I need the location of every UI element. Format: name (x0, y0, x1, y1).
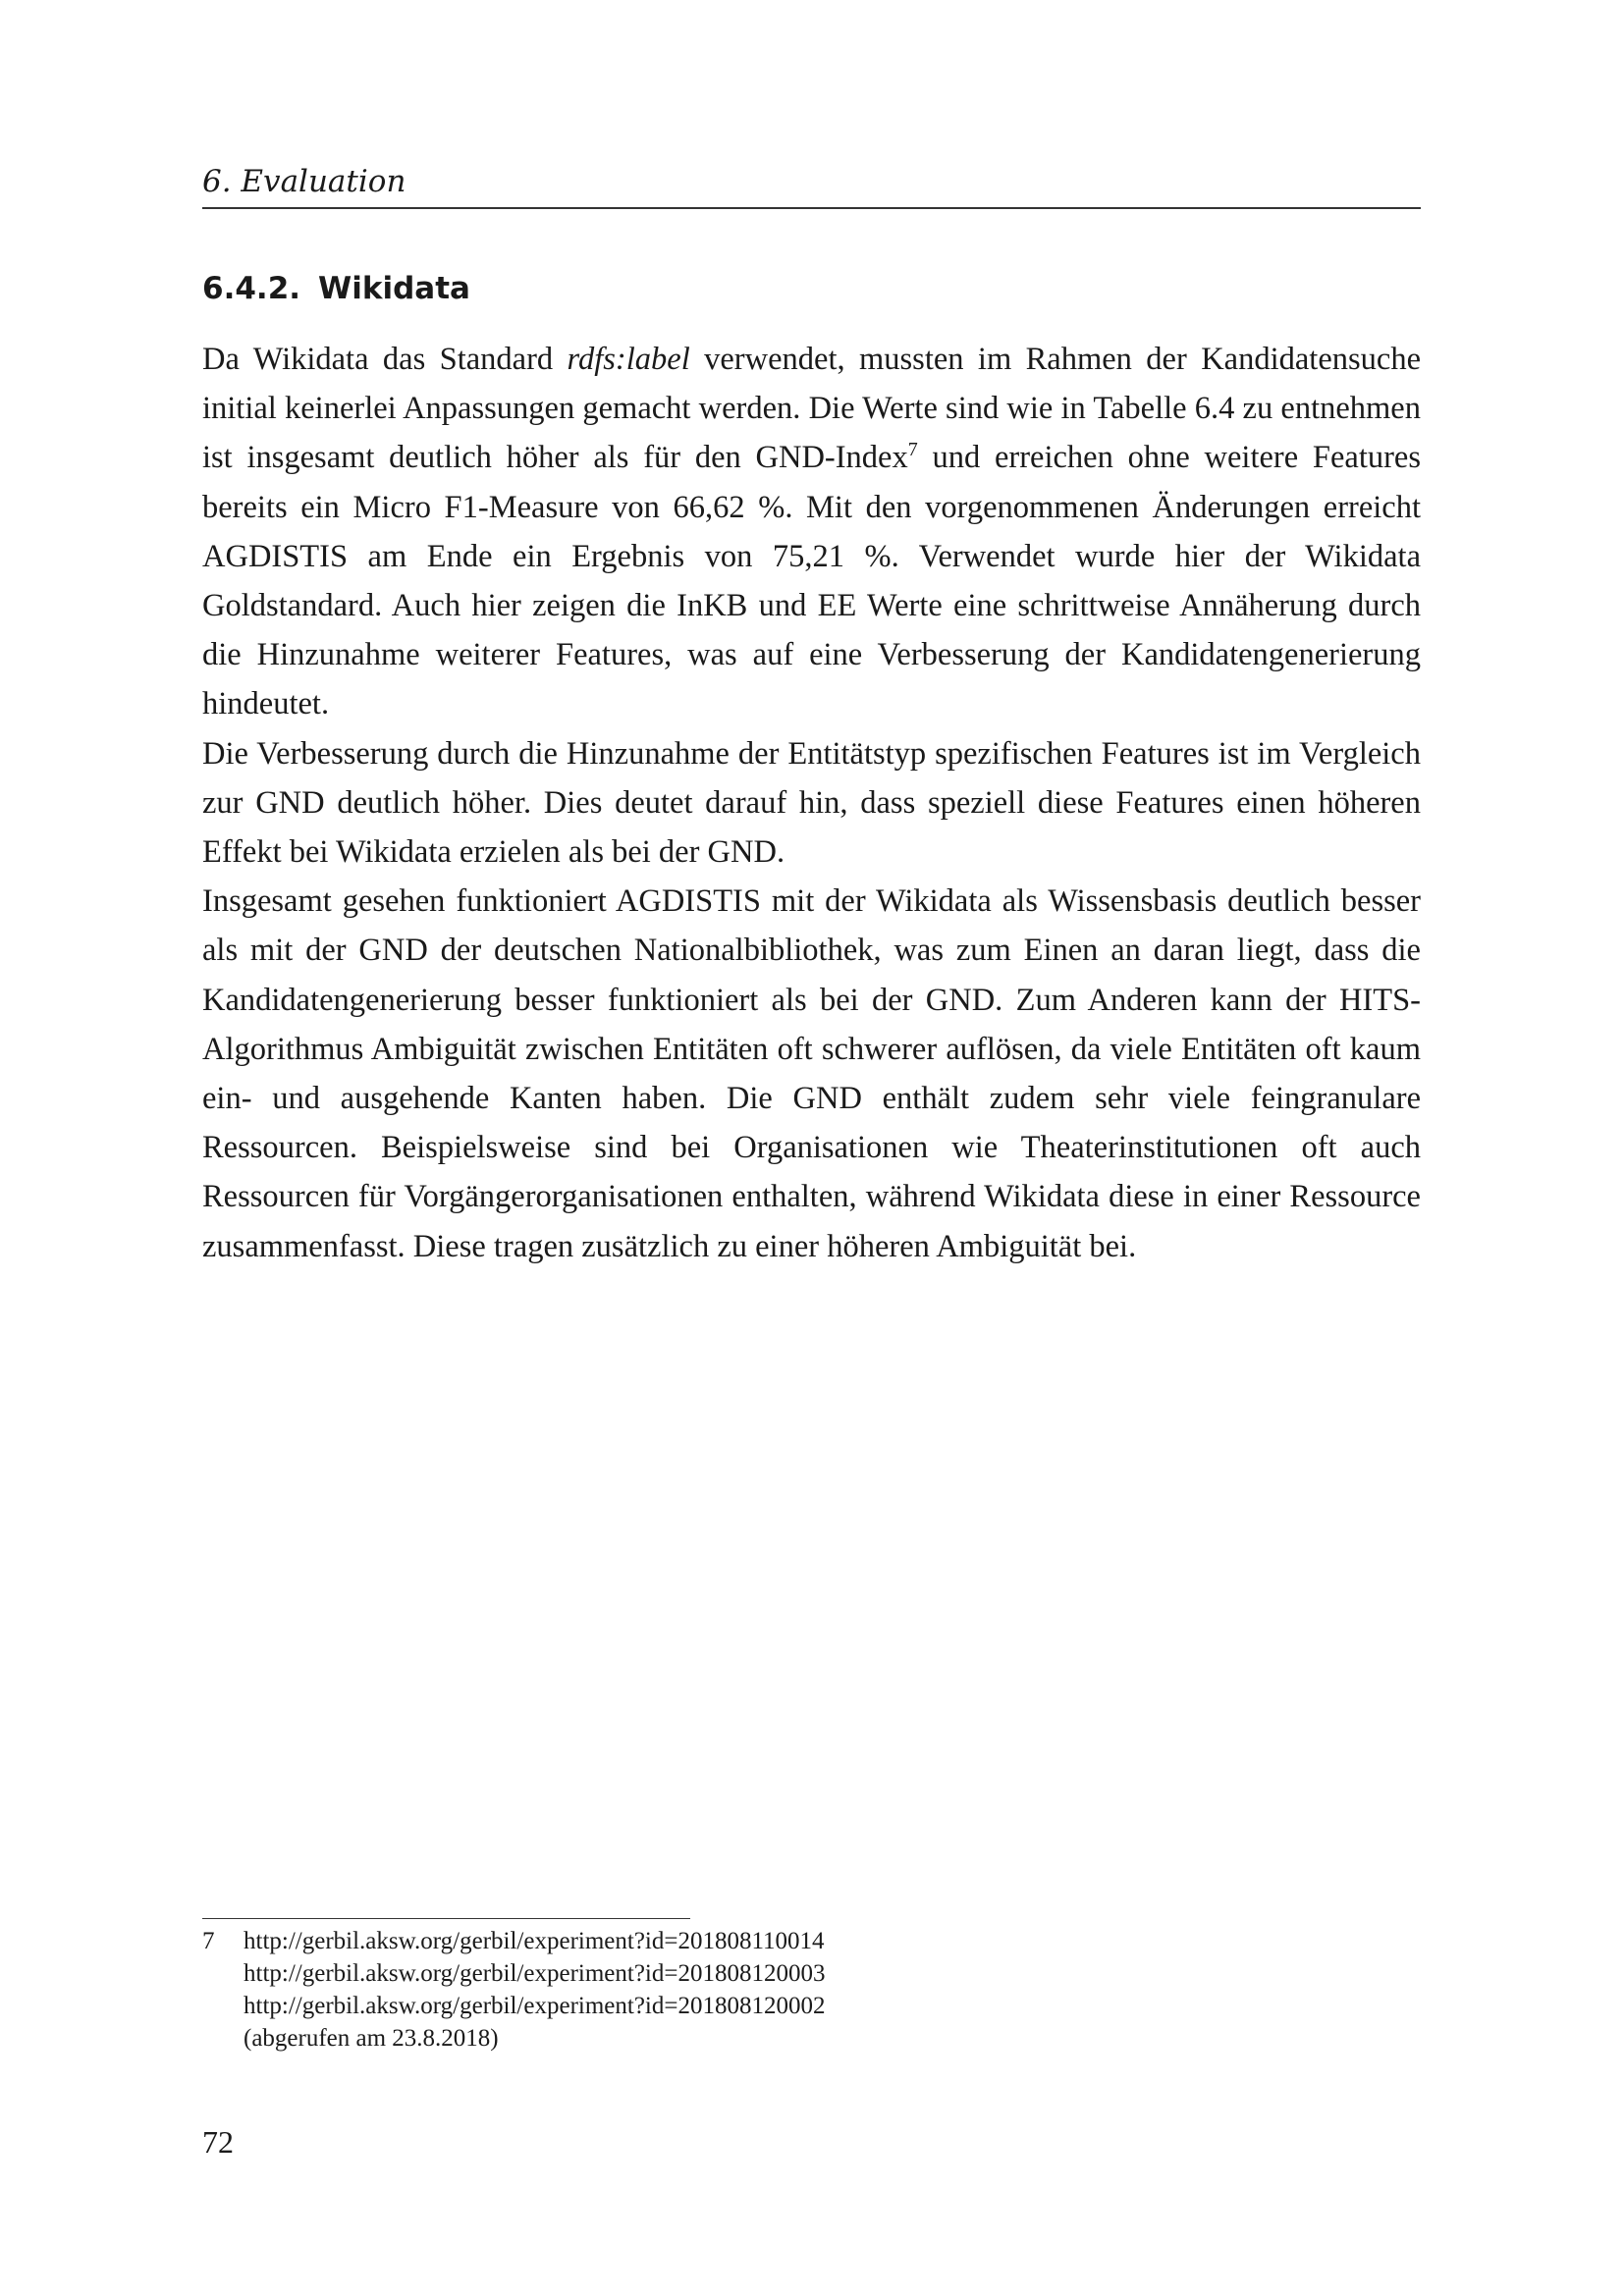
footnote-link[interactable]: http://gerbil.aksw.org/gerbil/experiment?id=201808120003 (244, 1960, 826, 1987)
section-number: 6.4.2. (202, 271, 301, 306)
body-text (202, 335, 1421, 1271)
page-number: 72 (202, 2124, 234, 2160)
paragraph-1-part-3: und erreichen ohne weitere Features bereits ein Micro F1-Measure von 66,62 %. Mit den vorgenommenen Änderungen erreicht AGDISTIS am Ende ein Ergebnis von 75,21 %. Verwendet wurde hier der Wikidata Goldstandard. Auch hier zeigen die InKB und EE Werte eine schrittweise Annäherung durch die Hinzunahme weiterer Features, was auf eine Verbesserung der Kandidatengenerierung hindeutet. (202, 440, 1421, 722)
paragraph-1-part-1: Da Wikidata das Standard (202, 342, 568, 377)
section-title: Wikidata (318, 271, 470, 306)
paragraph-1-part-2: verwendet, mussten im Rahmen der Kandidatensuche initial keinerlei Anpassungen gemacht werden. Die Werte sind wie in Tabelle 6.4 zu entnehmen ist insgesamt deutlich höher als für den GND-Index (202, 342, 1421, 476)
rdfs-label-term: rdfs:label (567, 342, 690, 377)
paragraph-3: Insgesamt gesehen funktioniert AGDISTIS mit der Wikidata als Wissensbasis deutlich besser als mit der GND der deutschen Nationalbibliothek, was zum Einen an daran liegt, dass die Kandidatengenerierung besser funktioniert als bei der GND. Zum Anderen kann der HITS-Algorithmus Ambiguität zwischen Entitäten oft schwerer auflösen, da viele Entitäten oft kaum ein- und ausgehende Kanten haben. Die GND enthält zudem sehr viele feingranulare Ressourcen. Beispielsweise sind bei Organisationen wie Theaterinstitutionen oft auch Ressourcen für Vorgängerorganisationen enthalten, während Wikidata diese in einer Ressource zusammenfasst. Diese tragen zusätzlich zu einer höheren Ambiguität bei. (202, 883, 1421, 1264)
footnote-link[interactable]: http://gerbil.aksw.org/gerbil/experiment?id=201808110014 (244, 1928, 825, 1954)
footnote-access-date: (abgerufen am 23.8.2018) (244, 2025, 499, 2052)
header-rule (202, 207, 1421, 209)
running-header: 6. Evaluation (202, 164, 406, 199)
footnote-link[interactable]: http://gerbil.aksw.org/gerbil/experiment?id=201808120002 (244, 1993, 826, 2019)
paragraph-2: Die Verbesserung durch die Hinzunahme der Entitätstyp spezifischen Features ist im Vergleich zur GND deutlich höher. Dies deutet darauf hin, dass speziell diese Features einen höheren Effekt bei Wikidata erzielen als bei der GND. (202, 735, 1421, 871)
section-heading (202, 269, 1421, 308)
footnote-lines (244, 1925, 1421, 2055)
footnote-number: 7 (202, 1928, 215, 1954)
footnote-reference[interactable]: 7 (907, 439, 918, 461)
footnote-rule (202, 1918, 690, 1919)
paragraph-1 (202, 335, 1421, 729)
footnote (202, 1925, 1421, 2055)
